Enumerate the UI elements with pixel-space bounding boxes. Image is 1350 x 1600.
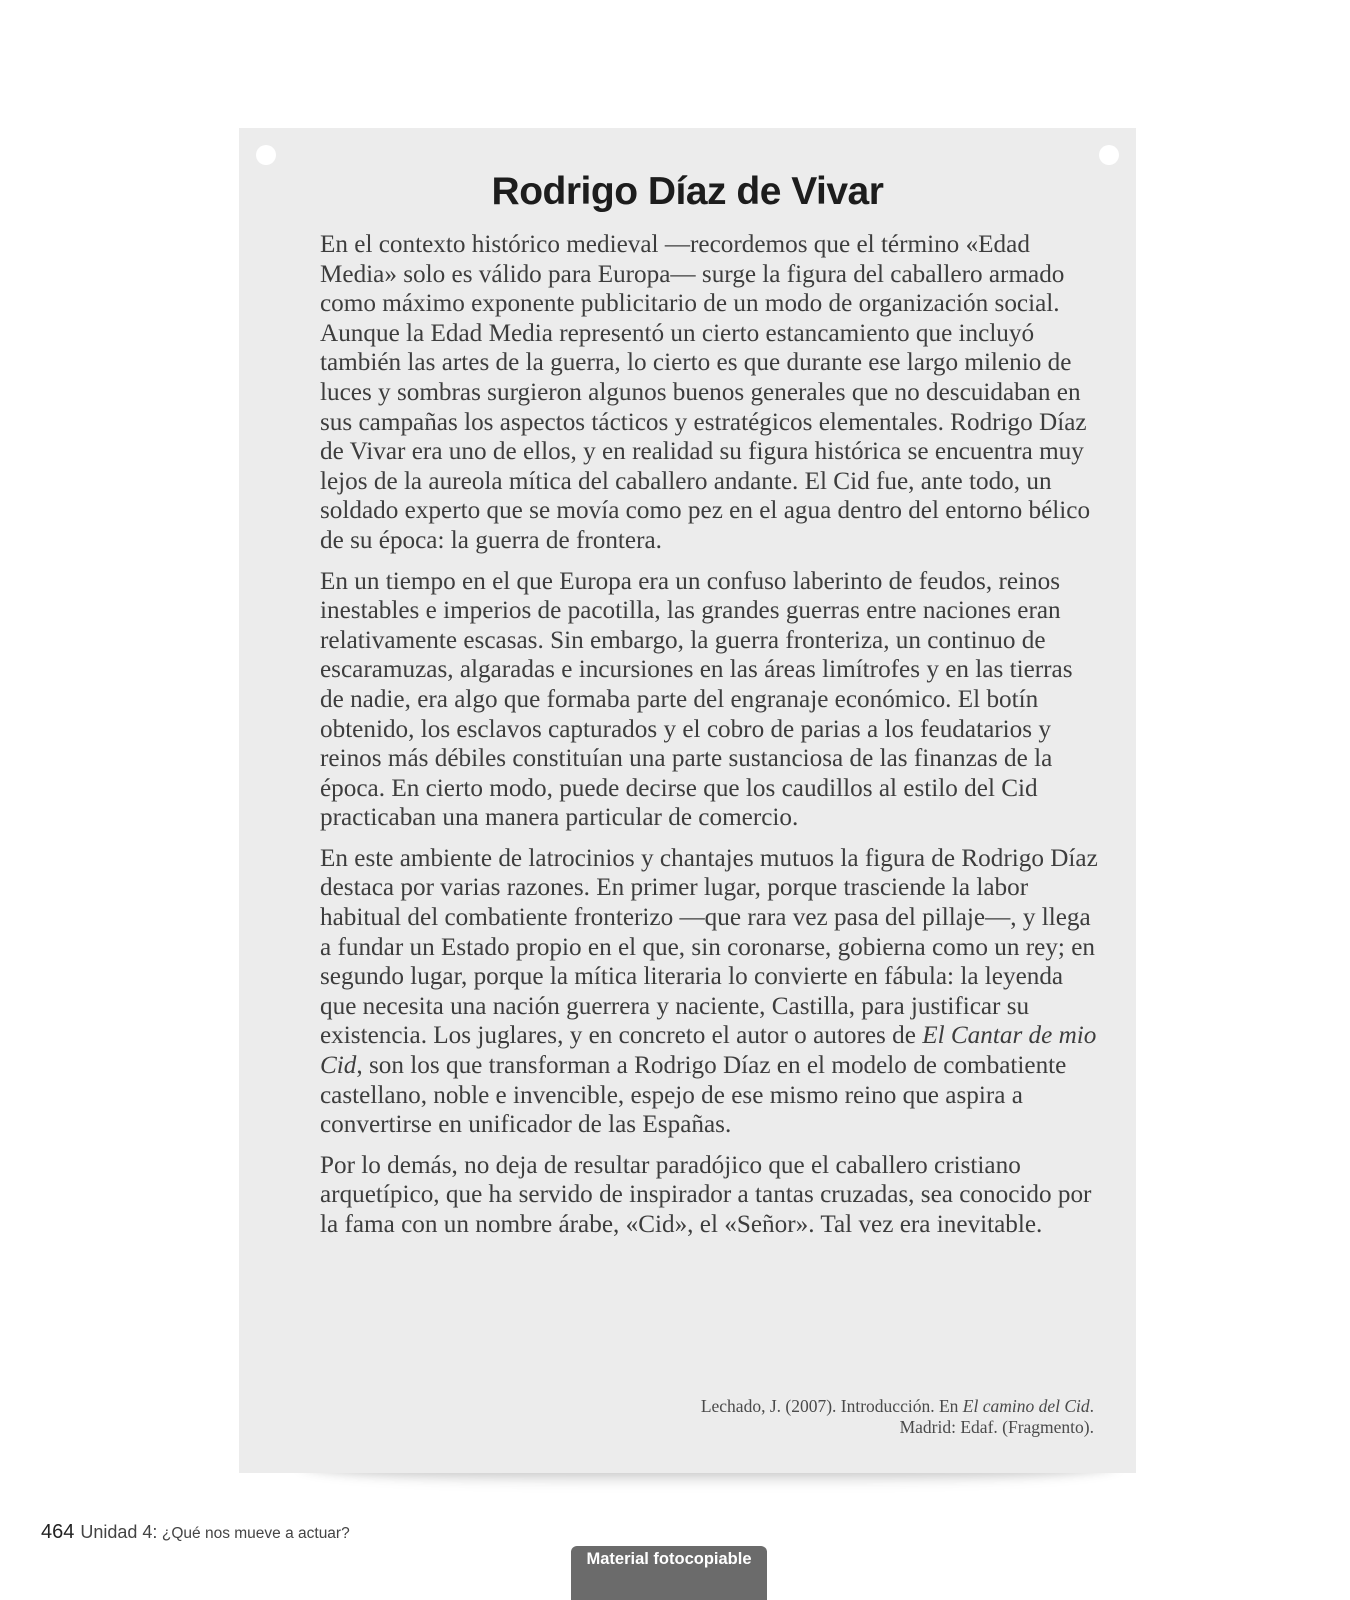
- punch-hole-left: [256, 145, 276, 165]
- unit-label: Unidad 4:: [80, 1522, 158, 1542]
- paragraph-2: En un tiempo en el que Europa era un confuso laberinto de feudos, reinos inestables e imperios de pacotilla, las grandes guerras entre naciones eran relativamente escasas. Sin embargo, la guerra fronteriza, un continuo de escaramuzas, algaradas e incursiones en las áreas limítrofes y en las tierras de nadie, era algo que formaba parte del engranaje económico. El botín obtenido, los esclavos capturados y el cobro de parias a los feudatarios y reinos más débiles constituían una parte sustanciosa de las finanzas de la época. En cierto modo, puede decirse que los caudillos al estilo del Cid practicaban una manera particular de comercio.: [320, 567, 1073, 832]
- page-number: 464: [41, 1521, 75, 1543]
- citation-line-2: Madrid: Edaf. (Fragmento).: [899, 1417, 1094, 1437]
- punch-hole-right: [1099, 145, 1119, 165]
- source-citation: [701, 1396, 1094, 1438]
- work-title-italic: El Cantar de mio Cid: [320, 1022, 1097, 1080]
- paragraph-1: En el contexto histórico medieval —recordemos que el término «Edad Media» solo es válido para Europa— surge la figura del caballero armado como máximo exponente publicitario de un modo de organización social. Aunque la Edad Media representó un cierto estancamiento que incluyó también las artes de la guerra, lo cierto es que durante ese largo milenio de luces y sombras surgieron algunos buenos generales que no descuidaban en sus campañas los aspectos tácticos y estratégicos elementales. Rodrigo Díaz de Vivar era uno de ellos, y en realidad su figura histórica se encuentra muy lejos de la aureola mítica del caballero andante. El Cid fue, ante todo, un soldado experto que se movía como pez en el agua dentro del entorno bélico de su época: la guerra de frontera.: [320, 231, 1091, 554]
- reading-title: Rodrigo Díaz de Vivar: [491, 170, 884, 213]
- citation-period: .: [1089, 1396, 1094, 1416]
- paragraph-3-text-before: En este ambiente de latrocinios y chantajes mutuos la figura de Rodrigo Díaz destaca por varias razones. En primer lugar, porque trasciende la labor habitual del combatiente fronterizo —que rara vez pasa del pillaje—, y llega a fundar un Estado propio en el que, sin coronarse, gobierna como un rey; en segundo lugar, porque la mítica literaria lo convierte en fábula: la leyenda que necesita una nación guerrera y naciente, Castilla, para justificar su existencia. Los juglares, y en concreto el autor o autores de: [320, 844, 1098, 1050]
- paragraph-4: Por lo demás, no deja de resultar paradójico que el caballero cristiano arquetípico, que ha servido de inspirador a tantas cruzadas, sea conocido por la fama con un nombre árabe, «Cid», el «Señor». Tal vez era inevitable.: [320, 1151, 1092, 1238]
- citation-book-title: El camino del Cid: [962, 1396, 1090, 1416]
- unit-title: ¿Qué nos mueve a actuar?: [161, 1525, 350, 1542]
- photocopy-sheet: [239, 128, 1136, 1473]
- reading-body: [320, 230, 1100, 1251]
- paragraph-3: [320, 844, 1100, 1140]
- citation-author: Lechado, J. (2007). Introducción. En: [700, 1396, 963, 1416]
- page-footer: [41, 1521, 350, 1544]
- paragraph-3-text-after: , son los que transforman a Rodrigo Díaz en el modelo de combatiente castellano, noble e invencible, espejo de ese mismo reino que aspira a convertirse en unificador de las Españas.: [320, 1052, 1067, 1139]
- photocopiable-tag: Material fotocopiable: [571, 1546, 767, 1600]
- citation-line-1: [701, 1396, 1094, 1417]
